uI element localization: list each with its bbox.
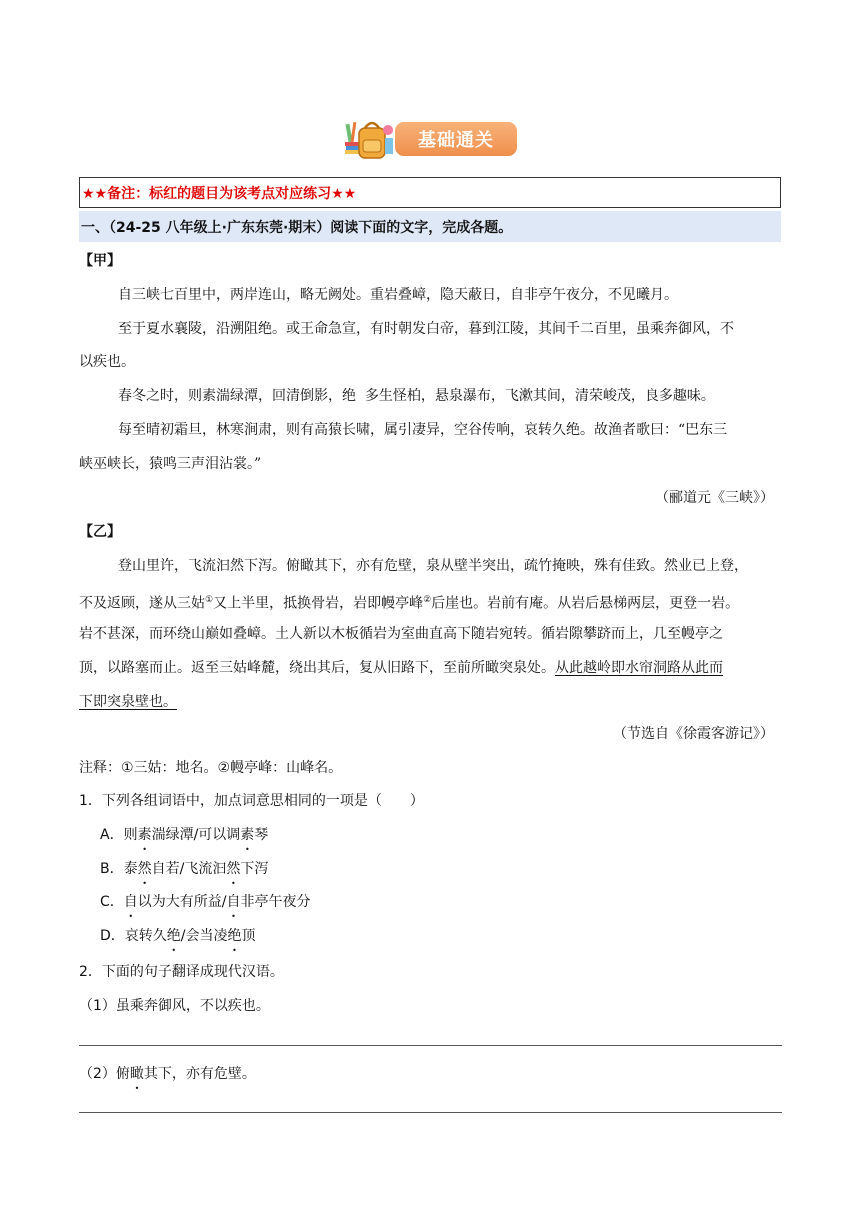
q1-stem: 1．下列各组词语中，加点词意思相同的一项是（ ） [79,793,424,809]
q1-option-a[interactable]: A．则素湍绿潭/可以调素琴 [100,827,269,843]
answer-line-1[interactable] [79,1045,782,1046]
question-header: 一、（24-25 八年级上·广东东莞·期末）阅读下面的文字，完成各题。 [79,211,781,242]
q1-option-c[interactable]: C．自以为大有所益/自非亭午夜分 [100,894,311,910]
note-box: ★★备注：标红的题目为该考点对应练习★★ [79,177,781,208]
passage-jia-para4-cont: 峡巫峡长，猿鸣三声泪沾裳。” [79,456,262,472]
passage-yi-source: （节选自《徐霞客游记》） [613,726,774,742]
q2-sub2: （2）俯瞰其下，亦有危壁。 [79,1066,256,1082]
passage-yi-line5: 下即突泉壁也。 [79,694,177,710]
passage-jia-para1: 自三峡七百里中，两岸连山，略无阙处。重岩叠嶂，隐天蔽日，自非亭午夜分，不见曦月。 [118,287,678,303]
q1-option-b[interactable]: B．泰然自若/飞流汩然下泻 [100,861,269,877]
answer-line-2[interactable] [79,1112,782,1113]
q1-option-d[interactable]: D．哀转久绝/会当凌绝顶 [100,928,256,944]
passage-jia-label: 【甲】 [79,253,121,269]
passage-jia-para3: 春冬之时，则素湍绿潭，回清倒影，绝 多生怪柏，悬泉瀑布，飞漱其间，清荣峻茂，良多趣味。 [118,388,715,404]
passage-jia-para4: 每至晴初霜旦，林寒涧肃，则有高猿长啸，属引凄异，空谷传响，哀转久绝。故渔者歌曰：“巴东三 [118,422,728,438]
note-marker-2: ② [423,595,432,605]
schoolbag-books-icon [343,118,397,162]
passage-yi-line3: 岩不甚深，而环绕山巅如叠嶂。土人新以木板循岩为室曲直高下随岩宛转。循岩隙攀跻而上，几至幔亭之 [79,626,723,642]
passage-yi-line1: 登山里许，飞流汩然下泻。俯瞰其下，亦有危壁，泉从壁半突出，疏竹掩映，殊有佳致。然业已上登， [118,558,748,574]
section-banner [343,118,518,162]
passage-yi-label: 【乙】 [79,524,121,540]
banner-title: 基础通关 [395,122,517,156]
annotation: 注释：①三姑：地名。②幔亭峰：山峰名。 [79,760,343,776]
passage-jia-para2-cont: 以疾也。 [79,354,135,370]
q2-sub1: （1）虽乘奔御风，不以疾也。 [79,998,270,1014]
passage-jia-source: （郦道元《三峡》） [655,490,774,506]
q2-stem: 2．下面的句子翻译成现代汉语。 [79,964,284,980]
passage-yi-line2: 不及返顾，遂从三姑①又上半里，抵换骨岩，岩即幔亭峰②后崖也。岩前有庵。从岩后悬梯两层，更登一岩。 [79,595,740,612]
passage-jia-para2: 至于夏水襄陵，沿溯阻绝。或王命急宣，有时朝发白帝，暮到江陵，其间千二百里，虽乘奔御风，不 [118,321,734,337]
note-marker-1: ① [205,595,214,605]
passage-yi-line4: 顶，以路塞而止。返至三姑峰麓，绕出其后，复从旧路下，至前所瞰突泉处。从此越岭即水帘洞路从此而 [79,660,723,676]
underlined-sentence: 从此越岭即水帘洞路从此而 [555,660,723,676]
